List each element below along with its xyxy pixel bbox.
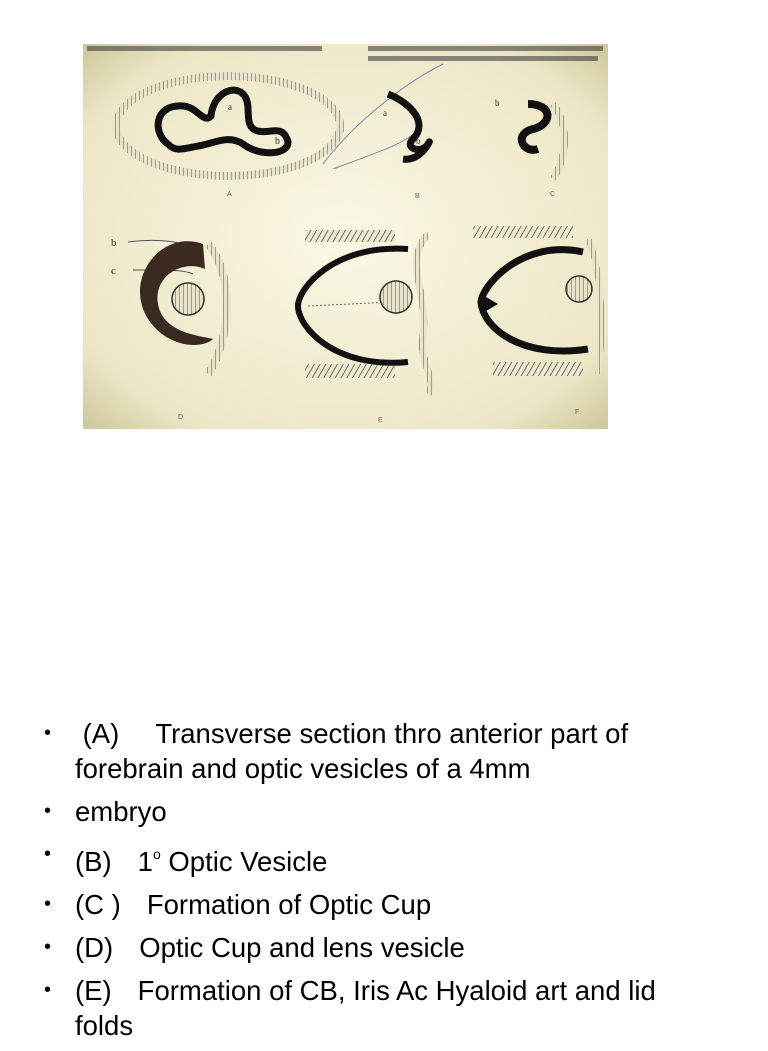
bullet-text-continued: folds	[75, 1010, 134, 1041]
bullet-text: Optic Cup and lens vesicle	[139, 932, 465, 963]
panel-label-d: D	[178, 414, 184, 421]
panel-label-a: A	[227, 191, 232, 198]
embryo-eye-development-figure	[83, 44, 608, 429]
svg-text:b: b	[416, 136, 421, 146]
bullet-code: (E)	[75, 975, 112, 1006]
caption-bullet-list	[44, 716, 734, 1051]
bullet-text: Formation of CB, Iris Ac Hyaloid art and lid	[137, 975, 656, 1006]
bullet-number: 1	[137, 846, 153, 877]
svg-text:a: a	[383, 108, 387, 118]
bullet-item	[44, 837, 734, 879]
panel-label-e: E	[378, 417, 383, 424]
bullet-item	[44, 930, 734, 965]
bullet-text: Optic Vesicle	[168, 846, 328, 877]
bullet-marker: •	[44, 722, 52, 744]
bullet-code: (B)	[75, 846, 112, 877]
bullet-text: Formation of Optic Cup	[146, 889, 432, 920]
bullet-code: (D)	[75, 932, 114, 963]
bullet-marker: •	[44, 800, 52, 822]
bullet-item	[44, 973, 734, 1043]
bullet-text: embryo	[75, 796, 167, 827]
panel-label-b: B	[415, 193, 420, 200]
bullet-code: (A)	[82, 718, 120, 749]
bullet-marker: •	[44, 936, 52, 958]
svg-text:b: b	[495, 98, 500, 108]
svg-text:b: b	[111, 237, 117, 249]
panel-label-f: F	[575, 409, 580, 416]
bullet-item	[44, 794, 734, 829]
bullet-text: Transverse section thro anterior part of	[155, 718, 629, 749]
figure-photo	[83, 44, 608, 429]
bullet-marker: •	[44, 893, 52, 915]
bullet-code: (C )	[75, 889, 121, 920]
bullet-superscript: o	[152, 846, 161, 862]
bullet-marker: •	[44, 979, 52, 1001]
svg-text:b: b	[275, 136, 280, 147]
svg-text:c: c	[111, 265, 116, 277]
bullet-item	[44, 716, 734, 786]
svg-text:a: a	[228, 102, 232, 112]
bullet-item	[44, 887, 734, 922]
panel-label-c: C	[550, 191, 556, 198]
bullet-marker: •	[44, 843, 52, 865]
bullet-text-continued: forebrain and optic vesicles of a 4mm	[75, 753, 531, 784]
